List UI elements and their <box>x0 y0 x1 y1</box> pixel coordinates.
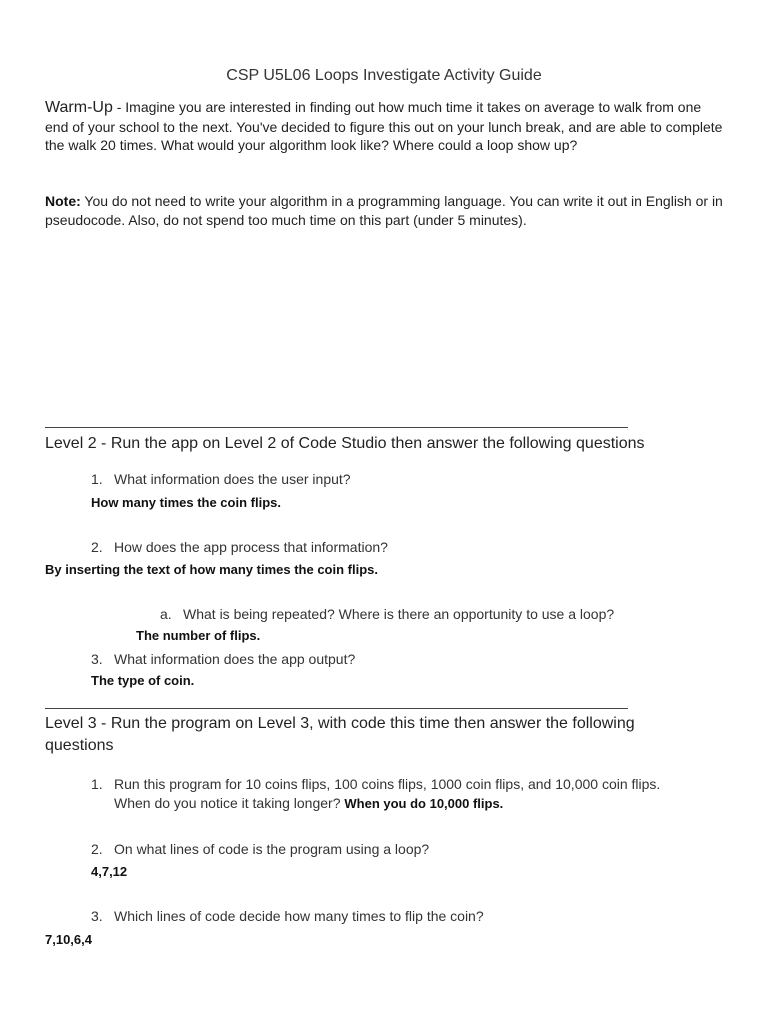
level2-q1 <box>91 471 351 487</box>
level3-q1-line2: When do you notice it taking longer? <box>114 795 345 811</box>
note-text: You do not need to write your algorithm in a programming language. You can write it out in English or in pseudocode. Also, do not spend too much time on this part (under 5 minutes). <box>45 193 723 228</box>
level3-q3-answer: 7,10,6,4 <box>45 932 92 947</box>
level3-q2-number: 2. <box>91 841 103 857</box>
level3-q3-number: 3. <box>91 908 103 924</box>
level2-q1-number: 1. <box>91 471 103 487</box>
level2-q2-answer: By inserting the text of how many times the coin flips. <box>45 562 378 577</box>
page-title: CSP U5L06 Loops Investigate Activity Guide <box>226 67 542 84</box>
level3-q1-answer: When you do 10,000 flips. <box>344 796 504 811</box>
note-paragraph <box>45 192 725 229</box>
level3-q1 <box>91 775 660 813</box>
level3-q2 <box>91 841 429 857</box>
level3-heading-line1: Level 3 - Run the program on Level 3, with code this time then answer the following <box>45 715 635 732</box>
level3-q2-text: On what lines of code is the program using a loop? <box>114 841 430 857</box>
level2-q1-answer: How many times the coin flips. <box>91 495 281 510</box>
level2-q2a-text: What is being repeated? Where is there an opportunity to use a loop? <box>183 606 615 622</box>
level2-q2a-number: a. <box>160 606 172 622</box>
warmup-paragraph <box>45 98 725 155</box>
level2-heading: Level 2 - Run the app on Level 2 of Code Studio then answer the following questions <box>45 435 645 452</box>
level2-q2 <box>91 539 388 555</box>
level2-q3-text: What information does the app output? <box>114 651 356 667</box>
divider-1 <box>45 427 628 428</box>
level2-q2-number: 2. <box>91 539 103 555</box>
level2-q2a-answer: The number of flips. <box>136 628 261 643</box>
level2-q2-text: How does the app process that information? <box>114 539 388 555</box>
level3-q2-answer: 4,7,12 <box>91 864 128 879</box>
level2-q3 <box>91 651 355 667</box>
level3-heading-line2: questions <box>45 737 114 754</box>
level3-q1-line1: Run this program for 10 coins flips, 100 coins flips, 1000 coin flips, and 10,000 coin flips. <box>114 776 661 792</box>
level3-q1-number: 1. <box>91 776 103 792</box>
level2-q1-text: What information does the user input? <box>114 471 351 487</box>
note-label: Note: <box>45 193 81 209</box>
level3-q3 <box>91 908 484 924</box>
level2-q3-answer: The type of coin. <box>91 673 195 688</box>
level2-q3-number: 3. <box>91 651 103 667</box>
warmup-label: Warm-Up <box>45 99 113 116</box>
warmup-text: - Imagine you are interested in finding out how much time it takes on average to walk from one end of your school to the next. You've decided to figure this out on your lunch break, and are able to complete the walk 20 times. What would your algorithm look like? Where could a loop show up? <box>45 99 723 153</box>
level2-q2a <box>160 606 614 622</box>
level3-heading <box>45 713 635 757</box>
divider-2 <box>45 708 628 709</box>
level3-q3-text: Which lines of code decide how many times to flip the coin? <box>114 908 484 924</box>
